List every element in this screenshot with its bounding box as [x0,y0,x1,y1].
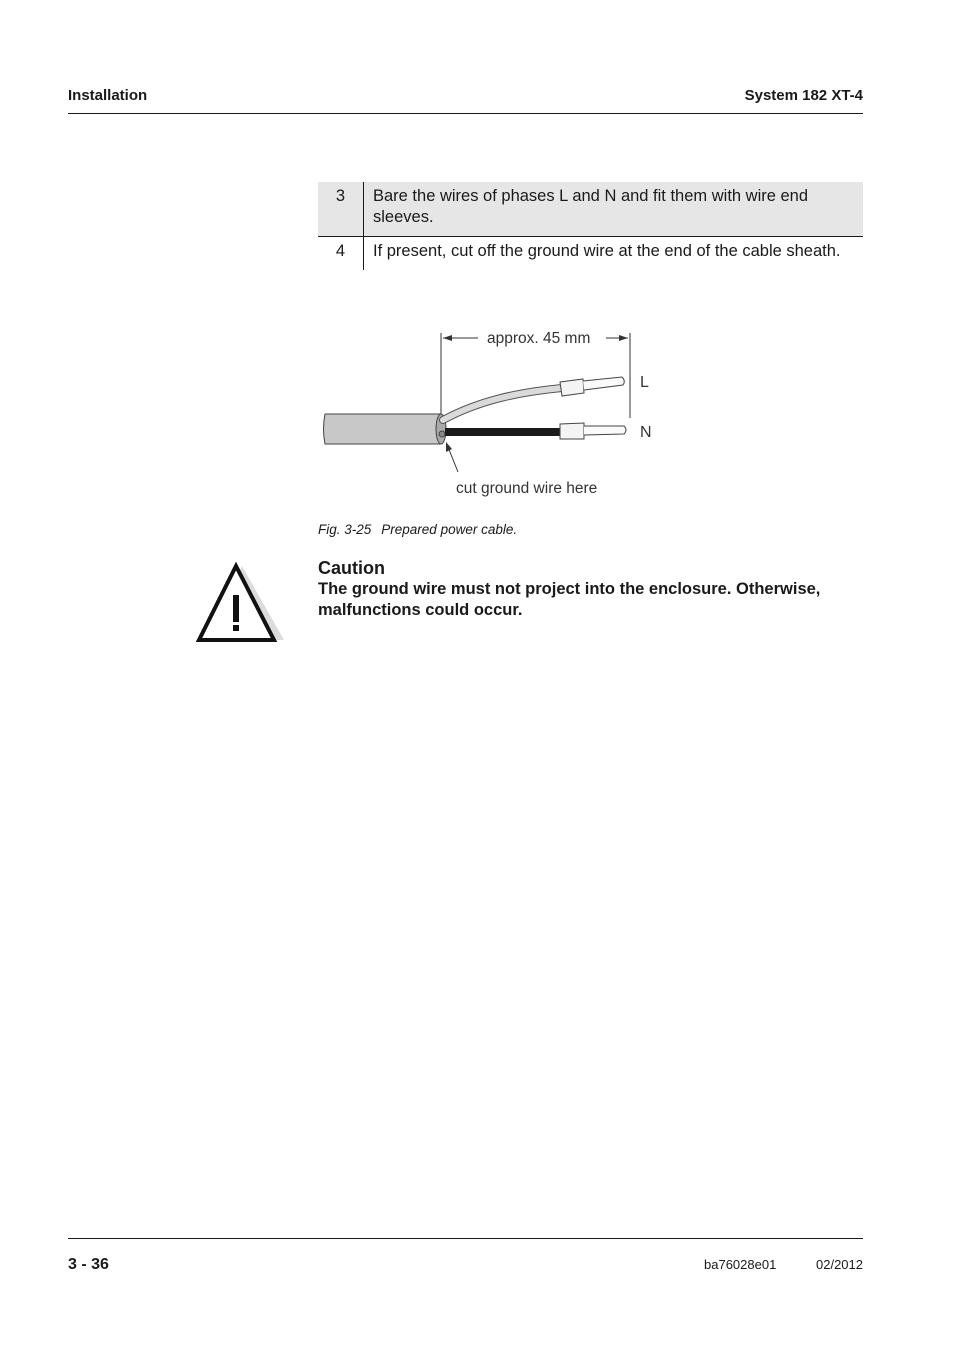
step-number: 4 [318,237,364,271]
figure-caption [318,522,517,537]
step-number: 3 [318,182,364,237]
wire-n-pin [584,426,626,435]
wire-l-pin [583,377,624,390]
cable-sheath [324,414,442,444]
dimension-label: approx. 45 mm [487,330,591,347]
ground-note: cut ground wire here [456,480,598,497]
page-number: 3 - 36 [68,1256,109,1273]
steps-table [318,182,863,270]
caution-text: The ground wire must not project into the enclosure. Otherwise, malfunctions could occur. [318,580,821,619]
footer-rule [68,1238,863,1239]
step-text: Bare the wires of phases L and N and fit them with wire end sleeves. [364,182,864,237]
wire-l-sleeve [560,379,584,396]
wire-n-label: N [640,424,652,441]
wire-n-sleeve [560,423,584,439]
power-cable-figure [318,315,658,510]
header-section: Installation [68,87,148,104]
step-row [318,237,863,271]
figure-number: Fig. 3-25 [318,522,372,537]
ground-wire-stub [439,431,445,437]
figure-caption-text: Prepared power cable. [381,522,518,537]
document-date: 02/2012 [816,1257,863,1272]
wire-l-label: L [640,374,649,391]
warning-triangle-icon [196,562,286,644]
header-rule [68,113,863,114]
dimension-arrow-left [443,335,452,341]
document-id: ba76028e01 [704,1257,777,1272]
dimension-arrow-right [619,335,628,341]
ground-pointer-arrow [446,442,452,452]
ground-pointer-line [448,447,458,472]
step-text: If present, cut off the ground wire at the end of the cable sheath. [373,242,841,260]
header-product: System 182 XT-4 [744,87,863,104]
step-row [318,182,863,237]
power-cable-diagram [318,315,658,510]
caution-title: Caution [318,558,385,578]
